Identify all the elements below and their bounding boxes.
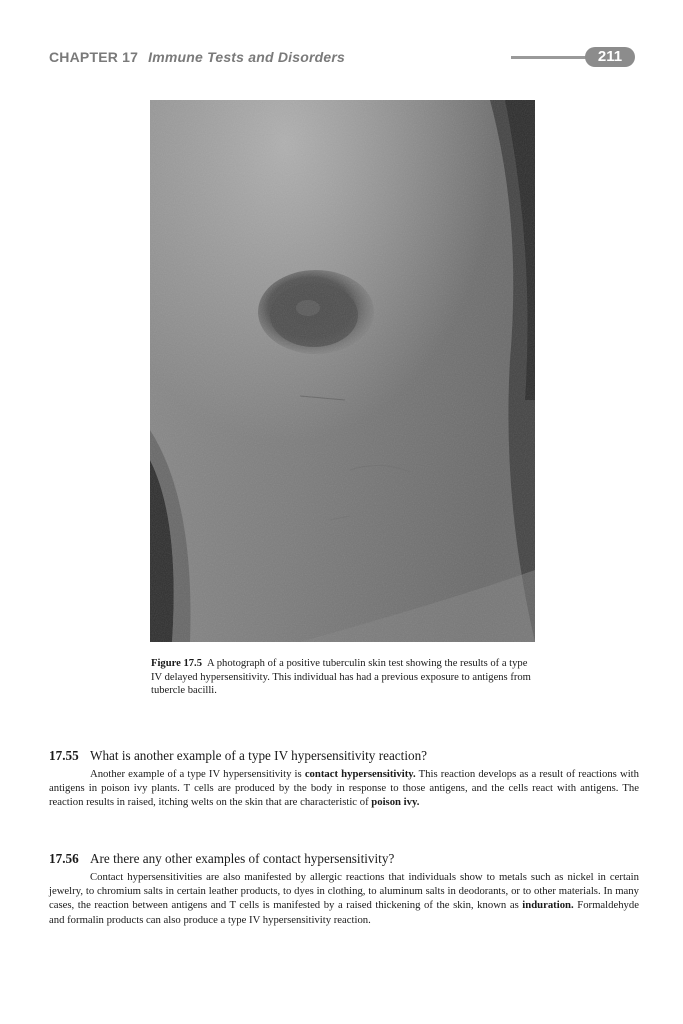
question xyxy=(49,851,639,867)
answer xyxy=(49,870,639,927)
answer xyxy=(49,767,639,810)
figure-caption-text: A photograph of a positive tuberculin skin test showing the results of a type IV delayed hypersensitivity. This individual has had a previous exposure to antigens from tubercle bacilli. xyxy=(151,658,531,696)
chapter-title: Immune Tests and Disorders xyxy=(148,49,345,65)
figure-caption xyxy=(151,657,536,698)
question xyxy=(49,748,639,764)
question-number: 17.56 xyxy=(49,851,79,866)
running-header xyxy=(49,46,639,70)
figure-label: Figure 17.5 xyxy=(151,658,203,669)
question-block xyxy=(49,748,639,810)
key-term: contact hypersensitivity. xyxy=(304,768,416,780)
chapter-number: CHAPTER 17 xyxy=(49,49,139,65)
header-rule xyxy=(511,56,591,59)
answer-text: Contact hypersensitivities are also manifested by allergic reactions that individuals show to metals such as nickel in certain jewelry, to chromium salts in certain leather products, to dyes in clothing, to aluminum salts in deodorants, or to other materials. In many cases, the reaction between antigens and T cells is manifested by a raised thickening of the skin, known as xyxy=(49,871,639,912)
chapter-heading xyxy=(49,49,345,65)
answer-text: Another example of a type IV hypersensitivity is xyxy=(90,768,305,780)
question-number: 17.55 xyxy=(49,748,79,763)
key-term: induration. xyxy=(522,899,574,912)
question-block xyxy=(49,851,639,927)
key-term: poison ivy. xyxy=(371,796,420,809)
answer-text: Formaldehyde and formalin products can also produce a type IV hypersensitivity reaction. xyxy=(49,899,639,926)
question-text: Are there any other examples of contact hypersensitivity? xyxy=(90,851,395,866)
page-number-badge: 211 xyxy=(585,47,635,67)
tuberculin-skin-test-photo xyxy=(150,100,535,642)
answer-text: This reaction develops as a result of reactions with antigens in poison ivy plants. T cells are produced by the body in response to those antigens, and the cells react with antigens. The reaction results in raised, itching welts on the skin that are characteristic of xyxy=(49,768,639,809)
question-text: What is another example of a type IV hypersensitivity reaction? xyxy=(90,748,428,763)
